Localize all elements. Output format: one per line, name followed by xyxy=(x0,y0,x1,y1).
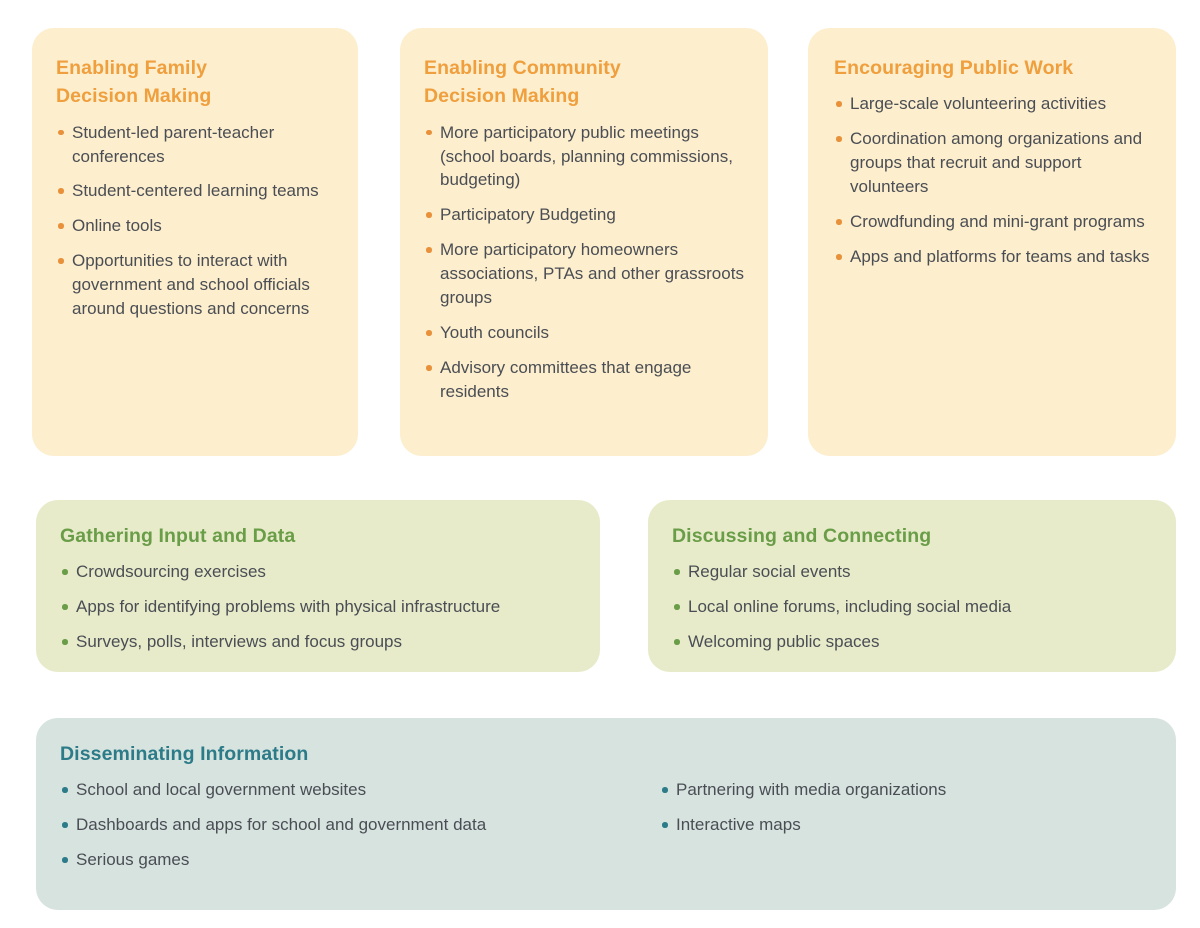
card-encouraging-public-work xyxy=(808,28,1176,456)
list-item: Apps for identifying problems with physical infrastructure xyxy=(60,595,576,619)
card-disseminating-information xyxy=(36,718,1176,910)
list-item: Online tools xyxy=(56,214,334,238)
card-enabling-family-decision-making xyxy=(32,28,358,456)
list-item: Dashboards and apps for school and government data xyxy=(60,813,660,837)
card-bullet-list-left xyxy=(60,778,660,872)
list-item: Student-led parent-teacher conferences xyxy=(56,121,334,169)
list-item: Coordination among organizations and groups that recruit and support volunteers xyxy=(834,127,1154,199)
list-item: Youth councils xyxy=(424,321,744,345)
card-title-line-2: Decision Making xyxy=(424,85,580,108)
list-item: Local online forums, including social media xyxy=(672,595,1152,619)
list-item: Large-scale volunteering activities xyxy=(834,92,1154,116)
list-item: Crowdsourcing exercises xyxy=(60,560,576,584)
card-title-line-1: Enabling Community xyxy=(424,57,621,79)
list-item: More participatory public meetings (school boards, planning commissions, budgeting) xyxy=(424,121,744,193)
card-title xyxy=(424,54,744,111)
card-bullet-list xyxy=(834,92,1154,269)
list-item: More participatory homeowners associations, PTAs and other grassroots groups xyxy=(424,238,744,310)
list-item: Serious games xyxy=(60,848,660,872)
card-title-line-2: Decision Making xyxy=(56,85,212,108)
card-gathering-input-and-data xyxy=(36,500,600,672)
card-title-line-1: Encouraging Public Work xyxy=(834,57,1074,79)
card-columns xyxy=(60,778,1152,872)
list-item: Apps and platforms for teams and tasks xyxy=(834,245,1154,269)
card-enabling-community-decision-making xyxy=(400,28,768,456)
card-title: Discussing and Connecting xyxy=(672,525,932,547)
card-bullet-list-right xyxy=(660,778,1152,872)
list-item: Advisory committees that engage residents xyxy=(424,356,744,404)
list-item: Opportunities to interact with government and school officials around questions and concerns xyxy=(56,249,334,321)
card-bullet-list xyxy=(60,560,576,654)
list-item: Regular social events xyxy=(672,560,1152,584)
card-title: Gathering Input and Data xyxy=(60,525,296,547)
list-item: School and local government websites xyxy=(60,778,660,802)
card-title xyxy=(834,54,1154,82)
card-bullet-list xyxy=(424,121,744,405)
list-item: Welcoming public spaces xyxy=(672,630,1152,654)
list-item: Participatory Budgeting xyxy=(424,203,744,227)
card-bullet-list xyxy=(672,560,1152,654)
card-title-line-1: Enabling Family xyxy=(56,57,208,79)
card-title xyxy=(56,54,334,111)
card-title: Disseminating Information xyxy=(60,743,309,765)
list-item: Interactive maps xyxy=(660,813,1152,837)
list-item: Crowdfunding and mini-grant programs xyxy=(834,210,1154,234)
card-discussing-and-connecting xyxy=(648,500,1176,672)
list-item: Student-centered learning teams xyxy=(56,179,334,203)
card-bullet-list xyxy=(56,121,334,322)
list-item: Surveys, polls, interviews and focus groups xyxy=(60,630,576,654)
list-item: Partnering with media organizations xyxy=(660,778,1152,802)
